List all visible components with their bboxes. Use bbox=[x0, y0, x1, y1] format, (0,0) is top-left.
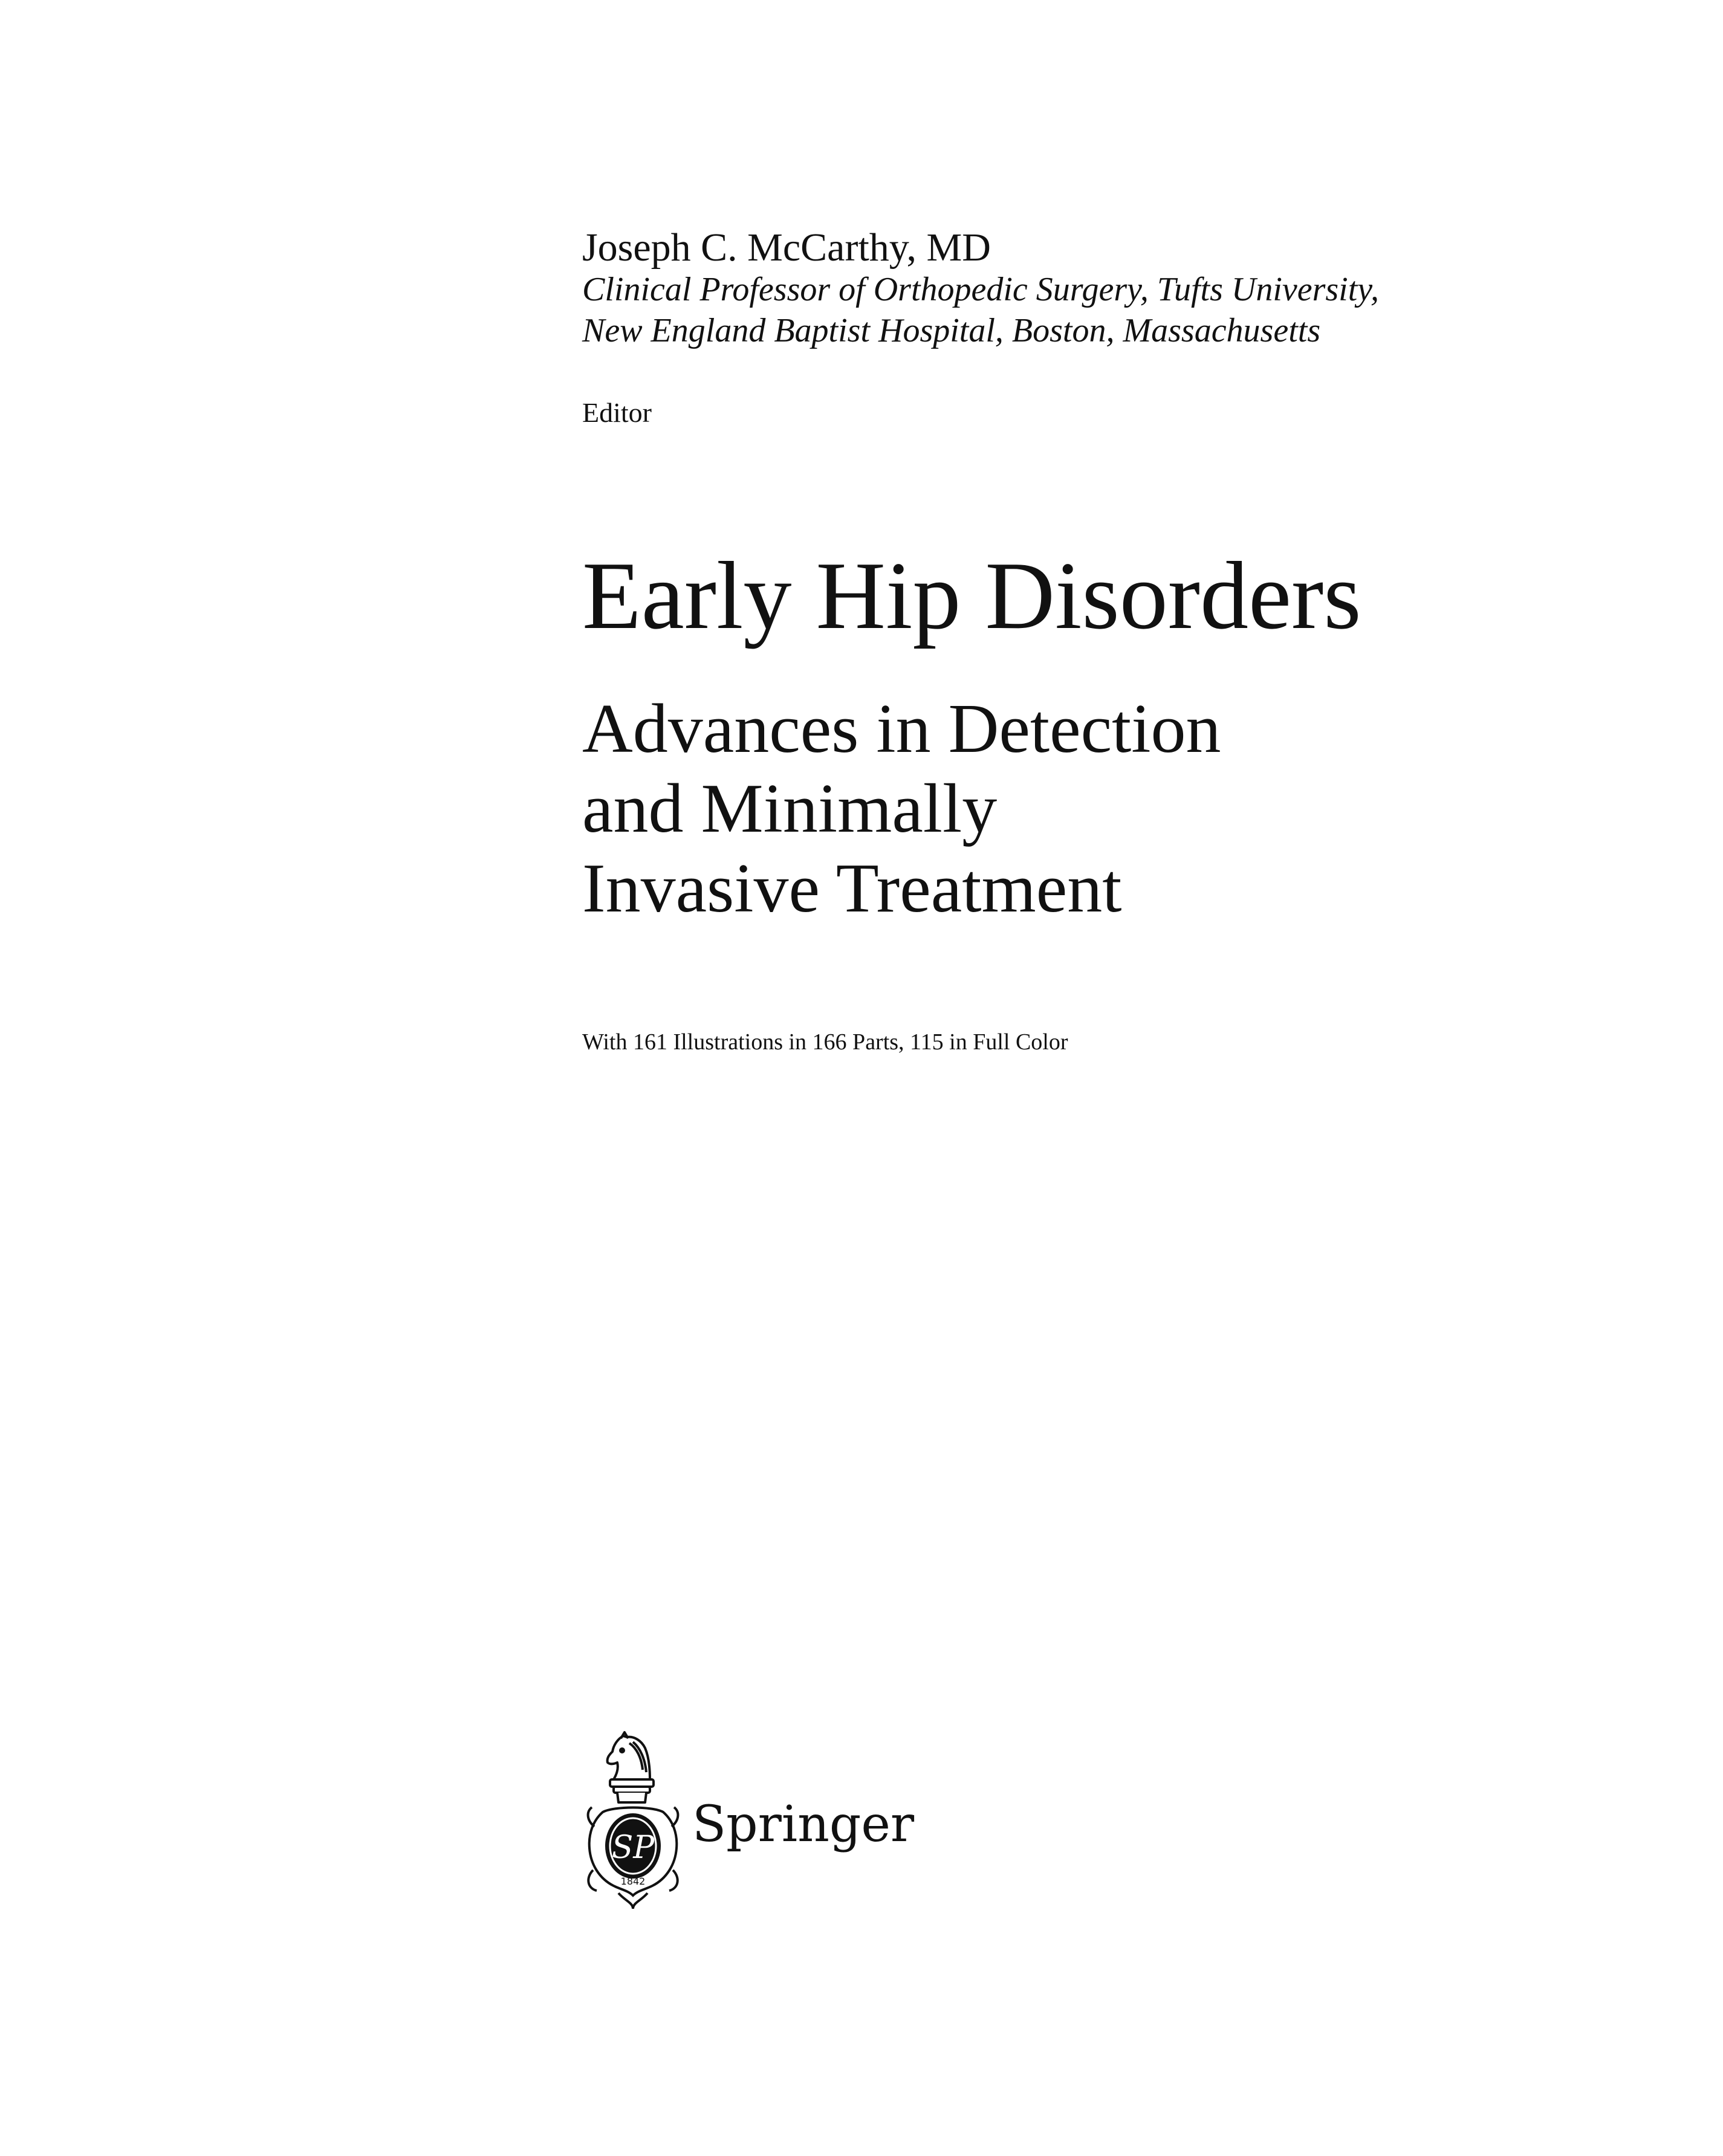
illustrations-note: With 161 Illustrations in 166 Parts, 115 in Full Color bbox=[582, 1029, 1068, 1055]
affiliation-line: Clinical Professor of Orthopedic Surgery, Tufts University, bbox=[582, 271, 1380, 308]
editor-affiliation bbox=[582, 269, 1379, 351]
book-subtitle bbox=[582, 689, 1221, 928]
editor-name: Joseph C. McCarthy, MD bbox=[582, 225, 991, 270]
publisher-imprint bbox=[582, 1730, 914, 1911]
svg-text:1842: 1842 bbox=[620, 1876, 646, 1887]
subtitle-line: Invasive Treatment bbox=[582, 850, 1122, 927]
springer-knight-emblem-icon bbox=[582, 1730, 685, 1911]
publisher-name: Springer bbox=[692, 1796, 915, 1853]
book-title: Early Hip Disorders bbox=[582, 542, 1361, 649]
svg-text:SP: SP bbox=[611, 1830, 655, 1866]
subtitle-line: Advances in Detection bbox=[582, 690, 1221, 768]
subtitle-line: and Minimally bbox=[582, 770, 998, 847]
affiliation-line: New England Baptist Hospital, Boston, Massachusetts bbox=[582, 312, 1321, 349]
editor-role: Editor bbox=[582, 397, 652, 428]
